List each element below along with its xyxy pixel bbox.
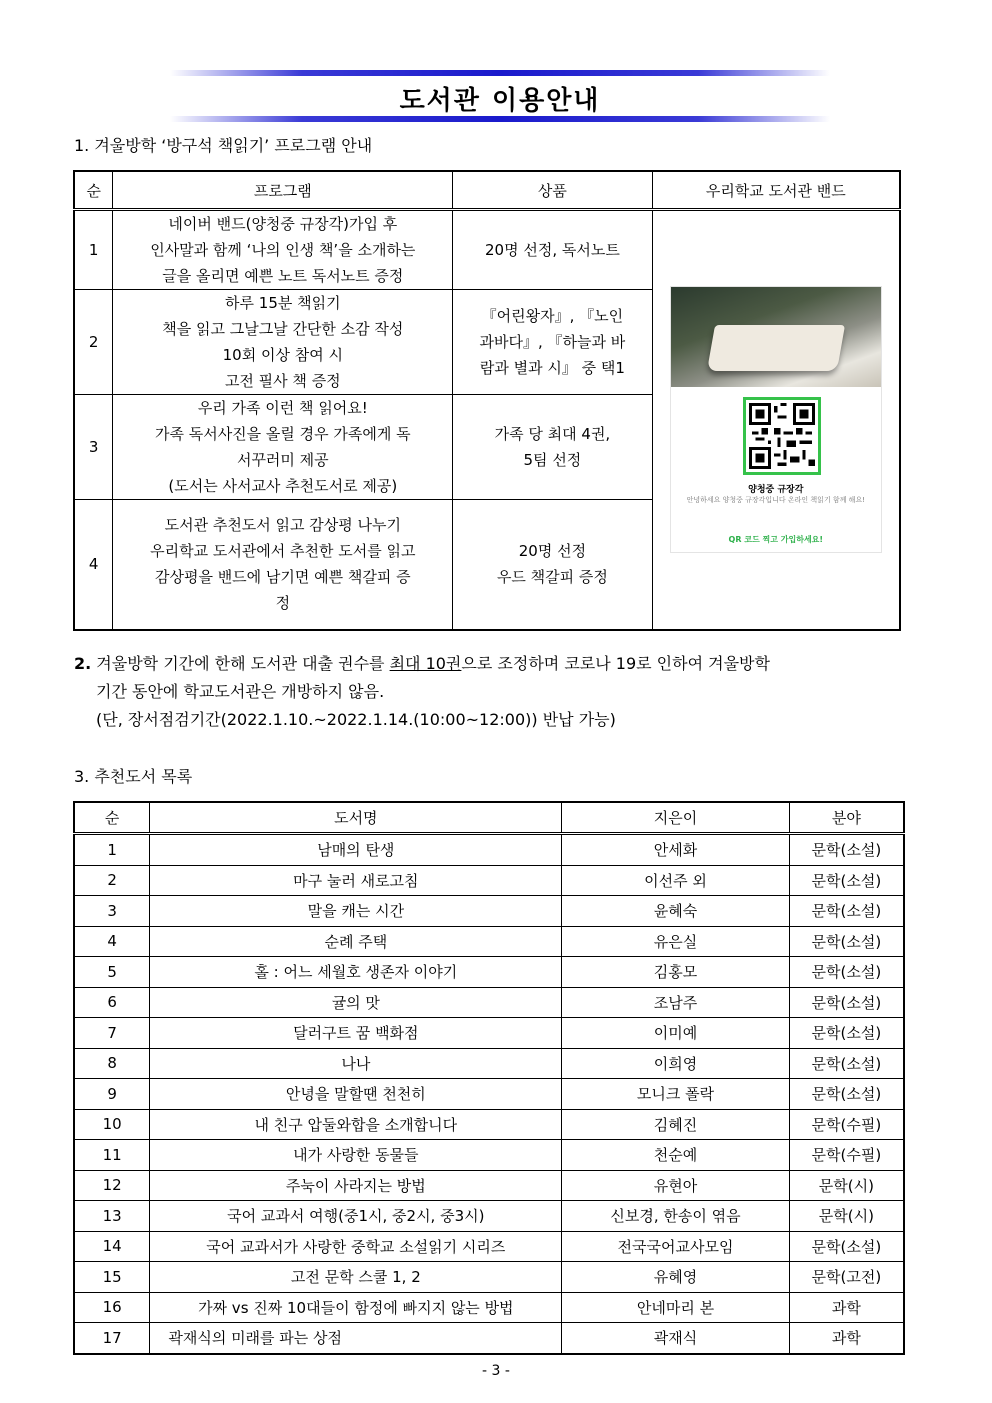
- book-no: 14: [74, 1231, 150, 1262]
- book-category: 문학(시): [789, 1170, 904, 1201]
- col-header-band: 우리학교 도서관 밴드: [652, 171, 900, 210]
- book-category: 문학(시): [789, 1201, 904, 1232]
- table-row: [74, 1109, 904, 1140]
- book-category: 문학(소설): [789, 926, 904, 957]
- qr-code-icon[interactable]: [743, 397, 821, 475]
- book-no: 10: [74, 1109, 150, 1140]
- col-header-no: 순: [74, 171, 113, 210]
- book-no: 6: [74, 987, 150, 1018]
- table-row: [74, 896, 904, 927]
- program-line: 하루 15분 책읽기: [225, 294, 341, 312]
- book-no: 1: [74, 834, 150, 866]
- book-author: 전국국어교사모임: [562, 1231, 789, 1262]
- book-title: 귤의 맛: [150, 987, 562, 1018]
- program-line: (도서는 사서교사 추천도서로 제공): [168, 477, 398, 495]
- book-author: 유은실: [562, 926, 789, 957]
- prize-line: 20명 선정, 독서노트: [485, 241, 620, 259]
- col-header-title: 도서명: [150, 802, 562, 834]
- book-author: 곽재식: [562, 1323, 789, 1354]
- book-author: 유혜영: [562, 1262, 789, 1293]
- note-text-a: 겨울방학 기간에 한해 도서관 대출 권수를: [91, 654, 390, 673]
- table-row: [74, 865, 904, 896]
- note-number: 2.: [74, 654, 92, 673]
- book-title: 곽재식의 미래를 파는 상점: [150, 1323, 562, 1354]
- book-author: 김홍모: [562, 957, 789, 988]
- program-line: 도서관 추천도서 읽고 감상평 나누기: [164, 516, 402, 535]
- table-row: [74, 834, 904, 866]
- book-title: 국어 교과서가 사랑한 중학교 소설읽기 시리즈: [150, 1231, 562, 1262]
- program-line: 네이버 밴드(양청중 규장각)가입 후: [168, 215, 398, 233]
- prize-line: 20명 선정: [518, 542, 587, 561]
- program-no: 1: [74, 210, 113, 290]
- book-author: 이미예: [562, 1018, 789, 1049]
- col-header-program: 프로그램: [113, 171, 453, 210]
- book-title: 마구 눌러 새로고침: [150, 865, 562, 896]
- book-category: 문학(소설): [789, 834, 904, 866]
- program-desc: [113, 395, 453, 500]
- book-category: 과학: [789, 1292, 904, 1323]
- book-title: 내 친구 압둘와합을 소개합니다: [150, 1109, 562, 1140]
- program-line: 우리 가족 이런 책 읽어요!: [197, 399, 368, 417]
- page-title-banner: [170, 68, 830, 124]
- note-text-b: 으로 조정하며 코로나 19로 인하여 겨울방학: [461, 654, 770, 673]
- recommended-books-table: [73, 801, 905, 1355]
- program-prize: [453, 395, 652, 500]
- book-title: 순례 주택: [150, 926, 562, 957]
- page-title: 도서관 이용안내: [399, 86, 601, 116]
- book-title: 내가 사랑한 동물들: [150, 1140, 562, 1171]
- book-no: 2: [74, 865, 150, 896]
- book-author: 이선주 외: [562, 865, 789, 896]
- program-line: 가족 독서사진을 올릴 경우 가족에게 독: [154, 425, 411, 443]
- col-header-category: 분야: [789, 802, 904, 834]
- program-line: 정: [275, 594, 291, 613]
- band-qr-card[interactable]: [670, 286, 882, 553]
- book-no: 4: [74, 926, 150, 957]
- book-title: 국어 교과서 여행(중1시, 중2시, 중3시): [150, 1201, 562, 1232]
- prize-line: 가족 당 최대 4권,: [494, 425, 611, 443]
- book-no: 17: [74, 1323, 150, 1354]
- col-header-author: 지은이: [562, 802, 789, 834]
- prize-line: 5팀 선정: [523, 451, 582, 469]
- book-title: 남매의 탄생: [150, 834, 562, 866]
- book-title: 홀 : 어느 세월호 생존자 이야기: [150, 957, 562, 988]
- book-table-header: [74, 802, 904, 834]
- book-category: 문학(소설): [789, 987, 904, 1018]
- book-no: 11: [74, 1140, 150, 1171]
- prize-line: 과바다』, 『하늘과 바: [479, 333, 626, 351]
- title-rule-top: [170, 70, 830, 76]
- program-desc: [113, 290, 453, 395]
- program-line: 감상평을 밴드에 남기면 예쁜 책갈피 증: [154, 568, 411, 587]
- table-row: [74, 1018, 904, 1049]
- book-category: 문학(소설): [789, 1048, 904, 1079]
- program-prize: [453, 210, 652, 290]
- book-title: 안녕을 말할땐 천천히: [150, 1079, 562, 1110]
- band-join-cta: QR 코드 찍고 가입하세요!: [728, 535, 824, 545]
- book-no: 8: [74, 1048, 150, 1079]
- book-no: 15: [74, 1262, 150, 1293]
- table-row: [74, 926, 904, 957]
- table-row: [74, 1292, 904, 1323]
- loan-policy-note: [74, 650, 924, 734]
- col-header-prize: 상품: [453, 171, 652, 210]
- book-no: 12: [74, 1170, 150, 1201]
- book-author: 신보경, 한송이 엮음: [562, 1201, 789, 1232]
- title-rule-bottom: [170, 116, 830, 122]
- program-no: 4: [74, 500, 113, 630]
- book-title: 주눅이 사라지는 방법: [150, 1170, 562, 1201]
- note-line-2: 기간 동안에 학교도서관은 개방하지 않음.: [96, 682, 385, 701]
- book-author: 유현아: [562, 1170, 789, 1201]
- program-desc: [113, 210, 453, 290]
- program-desc: [113, 500, 453, 630]
- table-row: [74, 1262, 904, 1293]
- book-category: 문학(수필): [789, 1109, 904, 1140]
- program-line: 인사말과 함께 ‘나의 인생 책’을 소개하는: [150, 241, 416, 259]
- prize-line: 람과 별과 시』 중 택1: [479, 359, 625, 377]
- table-row: [74, 1231, 904, 1262]
- program-table: [73, 170, 901, 631]
- book-no: 13: [74, 1201, 150, 1232]
- program-line: 10회 이상 참여 시: [222, 346, 343, 364]
- book-category: 문학(소설): [789, 865, 904, 896]
- section3-heading: 3. 추천도서 목록: [74, 767, 193, 786]
- col-header-no: 순: [74, 802, 150, 834]
- book-no: 7: [74, 1018, 150, 1049]
- book-category: 문학(소설): [789, 1018, 904, 1049]
- program-prize: [453, 500, 652, 630]
- book-title: 고전 문학 스쿨 1, 2: [150, 1262, 562, 1293]
- book-no: 5: [74, 957, 150, 988]
- book-author: 천순예: [562, 1140, 789, 1171]
- book-category: 과학: [789, 1323, 904, 1354]
- book-category: 문학(소설): [789, 957, 904, 988]
- program-line: 책을 읽고 그날그날 간단한 소감 작성: [162, 320, 404, 338]
- book-category: 문학(소설): [789, 896, 904, 927]
- book-no: 3: [74, 896, 150, 927]
- book-title: 가짜 vs 진짜 10대들이 함정에 빠지지 않는 방법: [150, 1292, 562, 1323]
- note-line-3: (단, 장서점검기간(2022.1.10.~2022.1.14.(10:00~12:00)) 반납 가능): [96, 710, 616, 729]
- program-no: 3: [74, 395, 113, 500]
- table-row: [74, 1323, 904, 1354]
- book-title: 나나: [150, 1048, 562, 1079]
- program-row: [74, 210, 900, 290]
- band-cell: [652, 210, 900, 630]
- book-title: 말을 캐는 시간: [150, 896, 562, 927]
- book-category: 문학(고전): [789, 1262, 904, 1293]
- program-line: 서꾸러미 제공: [236, 451, 329, 469]
- book-author: 안세화: [562, 834, 789, 866]
- open-book-image: [671, 287, 881, 387]
- book-title: 달러구트 꿈 백화점: [150, 1018, 562, 1049]
- prize-line: 우드 책갈피 증정: [496, 568, 608, 587]
- band-greeting: 안녕하세요 양청중 규장각입니다 온라인 책읽기 함께 해요!: [686, 496, 866, 505]
- program-line: 글을 올리면 예쁜 노트 독서노트 증정: [162, 267, 404, 285]
- program-line: 우리학교 도서관에서 추천한 도서를 읽고: [150, 542, 416, 561]
- book-category: 문학(소설): [789, 1079, 904, 1110]
- note-line-1: [74, 650, 924, 678]
- book-category: 문학(소설): [789, 1231, 904, 1262]
- table-row: [74, 957, 904, 988]
- book-author: 윤혜숙: [562, 896, 789, 927]
- book-author: 모니크 폴락: [562, 1079, 789, 1110]
- band-name: 양청중 규장각: [748, 485, 804, 496]
- book-author: 이희영: [562, 1048, 789, 1079]
- program-table-header: [74, 171, 900, 210]
- note-highlight: 최대 10권: [389, 654, 462, 673]
- section1-heading: 1. 겨울방학 ‘방구석 책읽기’ 프로그램 안내: [74, 136, 373, 155]
- prize-line: 『어린왕자』, 『노인: [481, 307, 624, 325]
- program-prize: [453, 290, 652, 395]
- book-category: 문학(수필): [789, 1140, 904, 1171]
- program-line: 고전 필사 책 증정: [224, 372, 341, 390]
- table-row: [74, 1170, 904, 1201]
- book-author: 안네마리 본: [562, 1292, 789, 1323]
- table-row: [74, 1201, 904, 1232]
- table-row: [74, 1048, 904, 1079]
- table-row: [74, 1140, 904, 1171]
- book-no: 16: [74, 1292, 150, 1323]
- table-row: [74, 1079, 904, 1110]
- book-author: 조남주: [562, 987, 789, 1018]
- book-author: 김혜진: [562, 1109, 789, 1140]
- page-number: - 3 -: [482, 1363, 510, 1379]
- book-no: 9: [74, 1079, 150, 1110]
- program-no: 2: [74, 290, 113, 395]
- table-row: [74, 987, 904, 1018]
